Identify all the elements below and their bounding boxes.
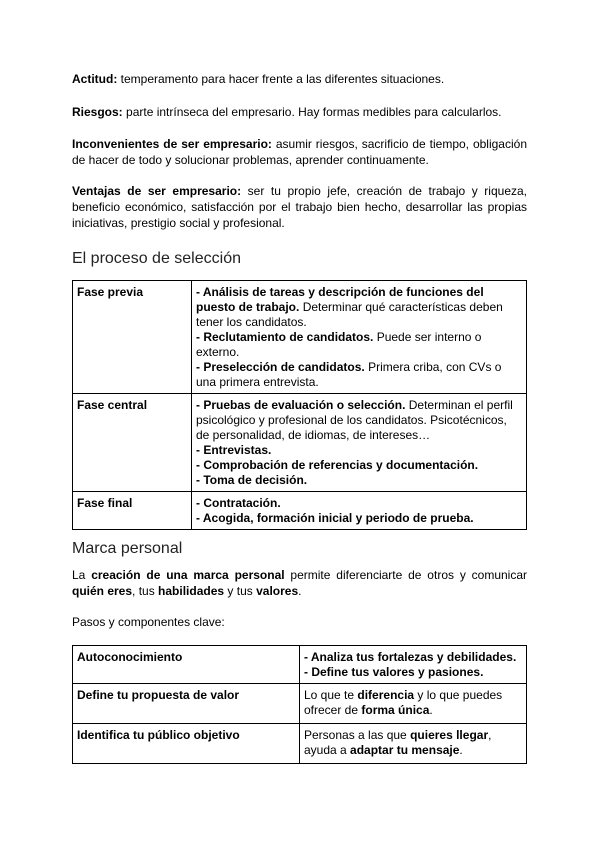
pasos-label: Pasos y componentes clave: — [72, 615, 225, 629]
item-bold: - Pruebas de evaluación o selección. — [196, 398, 406, 412]
row-label-publico-objetivo: Identifica tu público objetivo — [73, 724, 300, 764]
item-bold: - Preselección de candidatos. — [196, 360, 365, 374]
item-bold: adaptar tu mensaje — [350, 743, 460, 757]
term-riesgos: Riesgos: — [72, 105, 123, 119]
heading-proceso-seleccion: El proceso de selección — [72, 250, 241, 267]
intro-bold: creación de una marca personal — [91, 568, 285, 582]
heading-marca-personal: Marca personal — [72, 540, 183, 557]
item-bold: - Análisis de tareas y descripción de funciones del puesto de trabajo. — [196, 285, 484, 314]
intro-text: . — [298, 584, 302, 598]
item-bold: - Entrevistas. — [196, 443, 272, 457]
intro-text: , tus — [132, 584, 159, 598]
item-text: Determinar qué características deben tener los candidatos. — [196, 300, 503, 329]
paragraph-marca-intro — [72, 567, 527, 599]
row-content-fase-central — [192, 394, 527, 492]
row-content-publico-objetivo — [300, 724, 527, 764]
item-text: Lo que te — [304, 688, 358, 702]
row-label-fase-central: Fase central — [73, 394, 192, 492]
item-bold: - Define tus valores y pasiones. — [304, 665, 484, 679]
row-content-fase-previa — [192, 281, 527, 394]
item-bold: - Comprobación de referencias y documentación. — [196, 458, 479, 472]
item-text: . — [429, 703, 433, 717]
term-ventajas: Ventajas de ser empresario: — [72, 184, 242, 198]
intro-text: permite diferenciarte de otros y comunicar — [284, 568, 527, 582]
row-content-fase-final — [192, 492, 527, 530]
seleccion-table — [72, 280, 527, 530]
row-label-propuesta-valor: Define tu propuesta de valor — [73, 684, 300, 724]
intro-bold: quién eres — [72, 584, 133, 598]
item-bold: - Analiza tus fortalezas y debilidades. — [304, 650, 517, 664]
item-text: . — [459, 743, 463, 757]
term-actitud: Actitud: — [72, 72, 118, 86]
table-row — [73, 492, 527, 530]
marca-table — [72, 645, 527, 764]
item-bold: - Reclutamiento de candidatos. — [196, 330, 374, 344]
item-bold: diferencia — [357, 688, 415, 702]
item-text: Puede ser interno o externo. — [196, 330, 482, 359]
paragraph-actitud — [72, 71, 527, 87]
item-text: y lo que puedes ofrecer de — [304, 688, 503, 717]
item-bold: quieres llegar — [410, 728, 489, 742]
text-ventajas: ser tu propio jefe, creación de trabajo y riqueza, beneficio económico, satisfacción por el trabajo bien hecho, desarrollar las propias iniciativas, prestigio social y profesional. — [72, 184, 527, 230]
item-bold: - Contratación. — [196, 496, 281, 510]
intro-bold: habilidades — [158, 584, 225, 598]
item-bold: - Acogida, formación inicial y periodo de prueba. — [196, 511, 474, 525]
paragraph-riesgos — [72, 104, 527, 120]
term-inconvenientes: Inconvenientes de ser empresario: — [72, 137, 272, 151]
table-row — [73, 684, 527, 724]
table-row — [73, 724, 527, 764]
intro-bold: valores — [256, 584, 299, 598]
row-content-propuesta-valor — [300, 684, 527, 724]
row-label-fase-final: Fase final — [73, 492, 192, 530]
intro-text: y tus — [224, 584, 257, 598]
table-row — [73, 394, 527, 492]
text-actitud: temperamento para hacer frente a las diferentes situaciones. — [117, 72, 445, 86]
row-label-autoconocimiento: Autoconocimiento — [73, 646, 300, 684]
paragraph-inconvenientes — [72, 136, 527, 168]
row-label-fase-previa: Fase previa — [73, 281, 192, 394]
item-bold: - Toma de decisión. — [196, 473, 308, 487]
text-riesgos: parte intrínseca del empresario. Hay formas medibles para calcularlos. — [122, 105, 502, 119]
row-content-autoconocimiento — [300, 646, 527, 684]
table-row — [73, 281, 527, 394]
item-text: Personas a las que — [304, 728, 411, 742]
paragraph-ventajas — [72, 183, 527, 231]
item-bold: forma única — [361, 703, 430, 717]
table-row — [73, 646, 527, 684]
text-inconvenientes: asumir riesgos, sacrificio de tiempo, obligación de hacer de todo y solucionar problemas, aprender continuamente. — [72, 137, 527, 167]
item-text: , ayuda a — [304, 728, 492, 757]
item-text: Determinan el perfil psicológico y profesional de los candidatos. Psicotécnicos, de personalidad, de idiomas, de intereses… — [196, 398, 513, 442]
item-text: Primera criba, con CVs o una primera entrevista. — [196, 360, 502, 389]
intro-text: La — [72, 568, 92, 582]
